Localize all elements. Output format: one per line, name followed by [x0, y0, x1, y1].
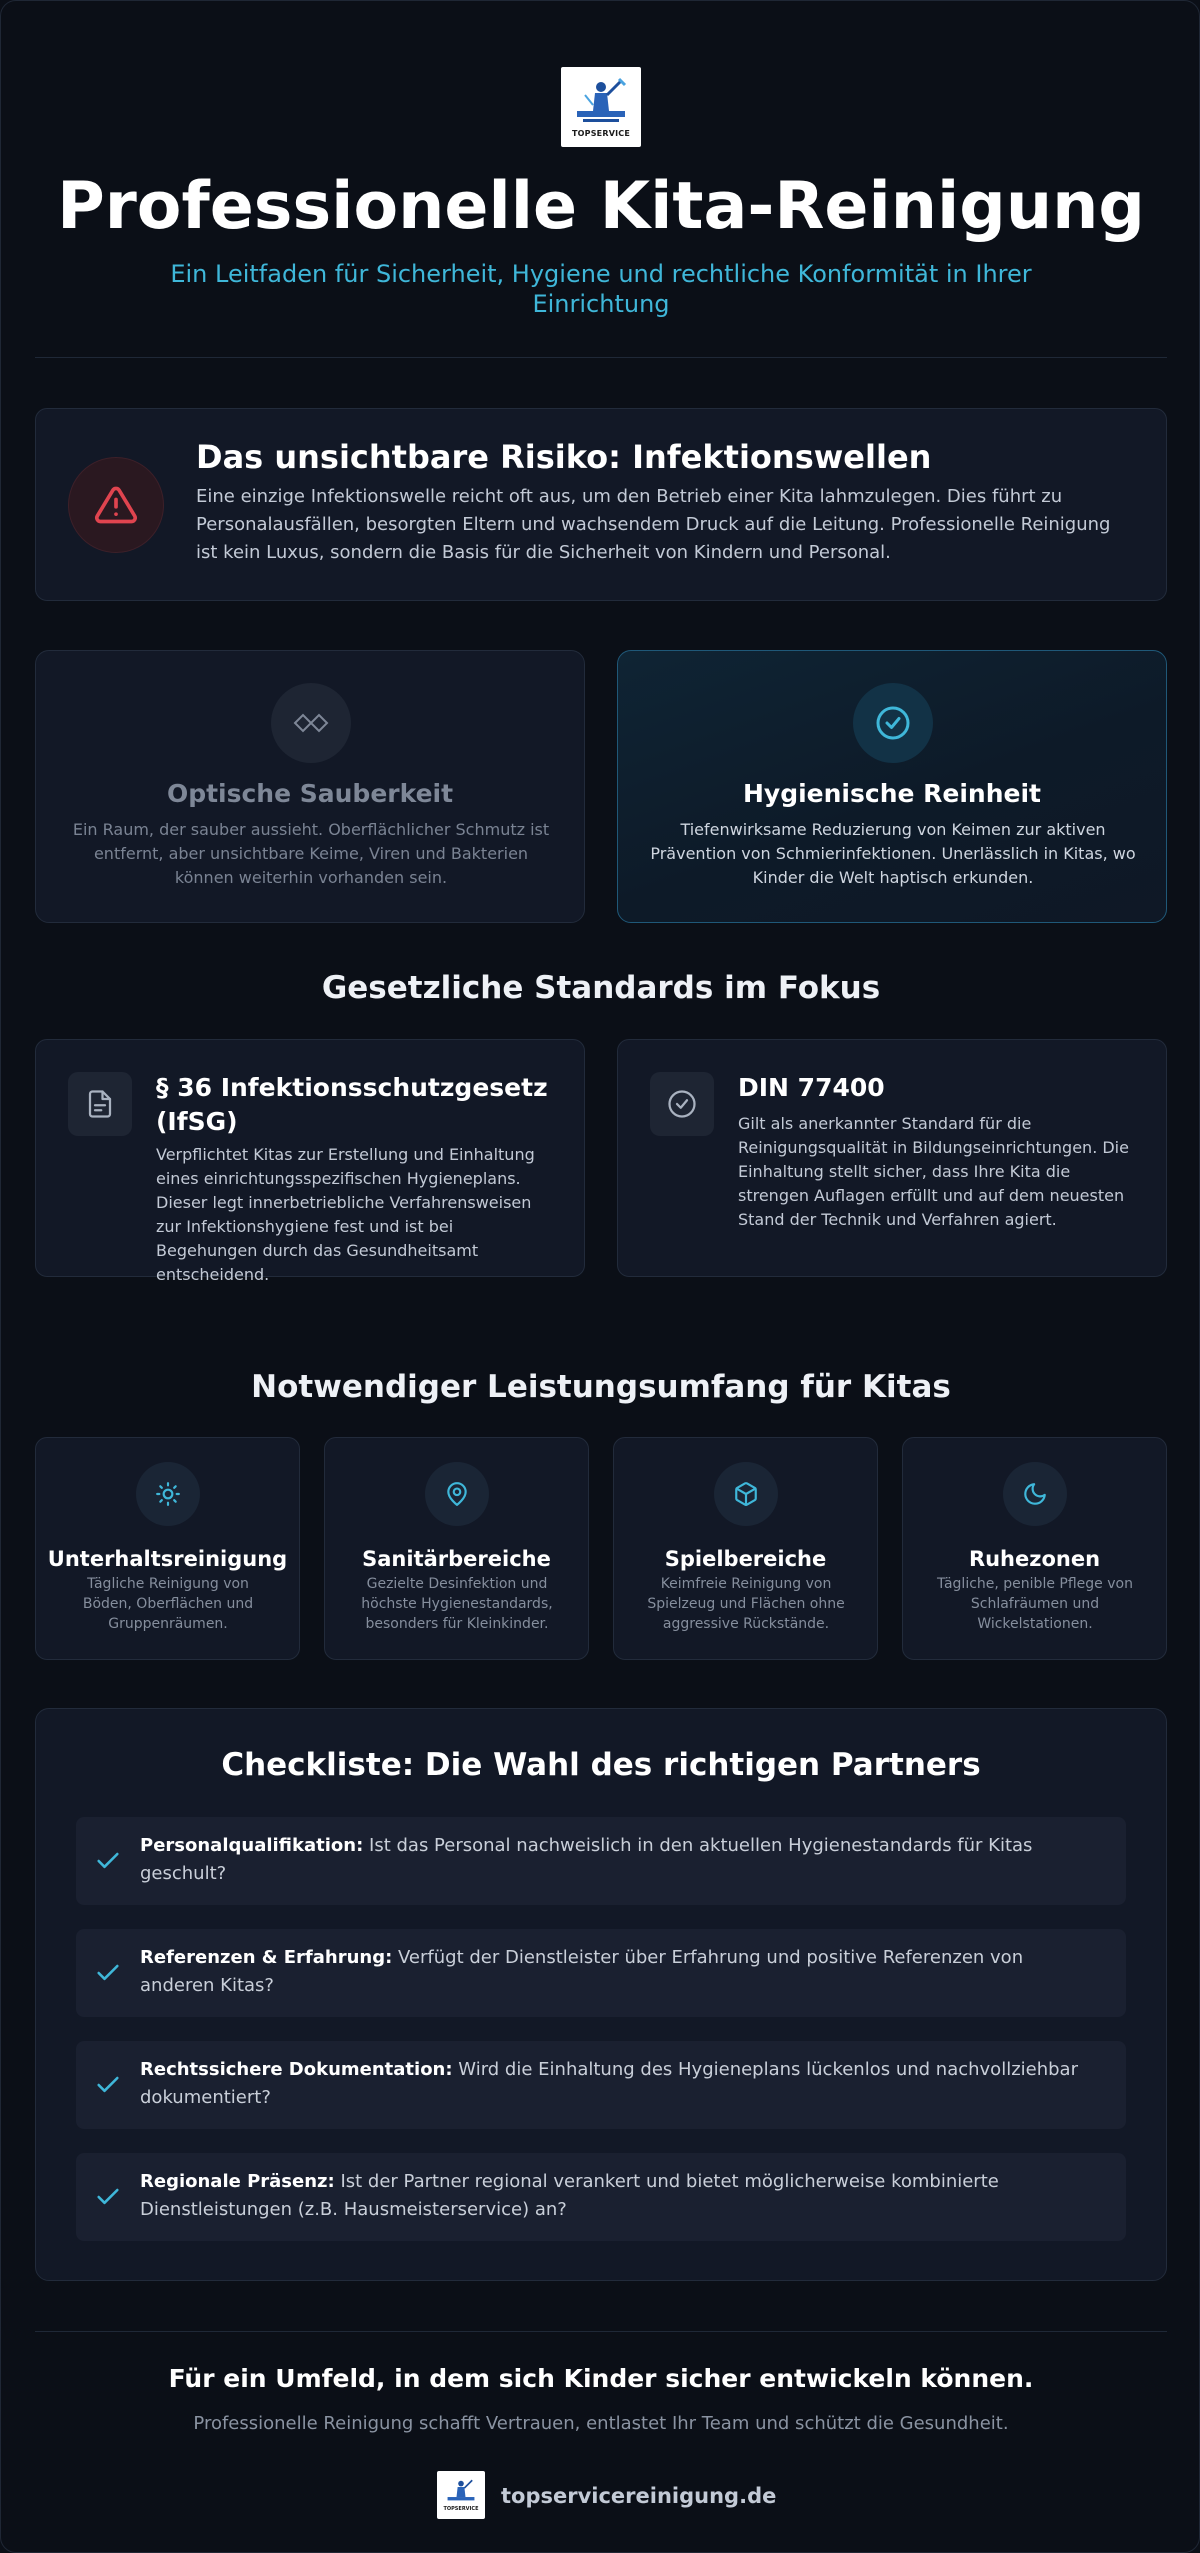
website-link[interactable]: topservicereinigung.de: [501, 2484, 777, 2508]
checklist-text: [140, 1944, 1100, 2000]
check-circle-icon: [650, 1072, 714, 1136]
location-pin-icon: [425, 1462, 489, 1526]
ifsg-text: Verpflichtet Kitas zur Erstellung und Einhaltung eines einrichtungsspezifischen Hygieneplans. Dieser legt innerbetriebliche Verfahrensweisen zur Infektionshygiene fest und ist bei Begehungen durch das Gesundheitsamt entscheidend.: [156, 1145, 535, 1284]
checklist-item: [76, 1817, 1126, 1905]
standards-heading: Gesetzliche Standards im Fokus: [321, 970, 881, 1006]
services-heading: Notwendiger Leistungsumfang für Kitas: [251, 1369, 951, 1405]
ifsg-card: [35, 1039, 585, 1284]
service-text: Keimfreie Reinigung von Spielzeug und Flächen ohne aggressive Rückstände.: [647, 1576, 845, 1632]
hygienic-text: Tiefenwirksame Reduzierung von Keimen zur aktiven Prävention von Schmierinfektionen. Unerlässlich in Kitas, wo Kinder die Welt haptisch erkunden.: [650, 820, 1136, 887]
checklist-item: [76, 2041, 1126, 2129]
page-title: Professionelle Kita-Reinigung: [57, 169, 1145, 244]
sun-icon: [136, 1462, 200, 1526]
service-card-maintenance: [35, 1437, 300, 1660]
checkmark-icon: [94, 2183, 122, 2211]
service-title: Ruhezonen: [968, 1547, 1101, 1571]
checklist-text: [140, 2168, 1100, 2224]
checkmark-icon: [94, 1959, 122, 1987]
cleaner-figure-icon: [445, 2478, 477, 2506]
footer-text: Professionelle Reinigung schafft Vertrauen, entlastet Ihr Team und schützt die Gesundheit.: [193, 2413, 1009, 2434]
service-text: Tägliche, penible Pflege von Schlafräumen und Wickelstationen.: [937, 1576, 1133, 1632]
checklist-detail: Ist der Partner regional verankert und bietet möglicherweise kombinierte Dienstleistungen (z.B. Hausmeisterservice) an?: [140, 2171, 999, 2220]
service-text: Tägliche Reinigung von Böden, Oberflächen und Gruppenräumen.: [82, 1576, 254, 1632]
logo-caption: TOPSERVICE: [571, 128, 630, 138]
checklist-detail: Ist das Personal nachweislich in den aktuellen Hygienestandards für Kitas geschult?: [140, 1835, 1033, 1884]
risk-card: [35, 408, 1167, 601]
din-title: DIN 77400: [738, 1073, 885, 1102]
din-card: [617, 1039, 1167, 1277]
service-card-sanitary: [324, 1437, 589, 1660]
checklist-item: [76, 1929, 1126, 2017]
checklist-label: Referenzen & Erfahrung:: [140, 1947, 393, 1968]
checklist-text: [140, 2056, 1100, 2112]
checkmark-icon: [94, 1847, 122, 1875]
check-circle-icon: [853, 683, 933, 763]
din-text: Gilt als anerkannter Standard für die Reinigungsqualität in Bildungseinrichtungen. Die Einhaltung stellt sicher, dass Ihre Kita die strengen Auflagen erfüllt und auf dem neuesten Stand der Technik und Verfahren agiert.: [738, 1114, 1129, 1229]
checklist-panel: [35, 1708, 1167, 2281]
checklist-detail: Wird die Einhaltung des Hygieneplans lückenlos und nachvollziehbar dokumentiert?: [140, 2059, 1078, 2108]
service-title: Sanitärbereiche: [362, 1547, 551, 1571]
footer-title: Für ein Umfeld, in dem sich Kinder sicher entwickeln können.: [168, 2364, 1034, 2393]
checklist-item: [76, 2153, 1126, 2241]
company-logo: [561, 67, 641, 147]
service-title: Spielbereiche: [664, 1547, 827, 1571]
document-icon: [68, 1072, 132, 1136]
optical-title: Optische Sauberkeit: [166, 779, 454, 808]
service-card-rest: [902, 1437, 1167, 1660]
checklist-label: Rechtssichere Dokumentation:: [140, 2059, 453, 2080]
diamond-sparkle-icon: [271, 683, 351, 763]
warning-triangle-icon: [68, 457, 164, 553]
footer-logo-caption: TOPSERVICE: [443, 2506, 479, 2512]
footer-divider: [35, 2331, 1167, 2332]
risk-text: Eine einzige Infektionswelle reicht oft aus, um den Betrieb einer Kita lahmzulegen. Dies führt zu Personalausfällen, besorgten Eltern und wachsendem Druck auf die Leitung. Professionelle Reinigung ist kein Luxus, sondern die Basis für die Sicherheit von Kindern und Personal.: [196, 486, 1111, 563]
optical-cleanliness-card: [35, 650, 585, 923]
checklist-heading: Checkliste: Die Wahl des richtigen Partners: [221, 1747, 981, 1783]
service-title: Unterhaltsreinigung: [47, 1547, 288, 1571]
hygienic-purity-card: [617, 650, 1167, 923]
moon-icon: [1003, 1462, 1067, 1526]
checklist-label: Regionale Präsenz:: [140, 2171, 335, 2192]
service-text: Gezielte Desinfektion und höchste Hygienestandards, besonders für Kleinkinder.: [361, 1576, 553, 1632]
checkmark-icon: [94, 2071, 122, 2099]
service-card-play: [613, 1437, 878, 1660]
cube-icon: [714, 1462, 778, 1526]
header-divider: [35, 357, 1167, 358]
page-subtitle: Ein Leitfaden für Sicherheit, Hygiene und rechtliche Konformität in Ihrer Einrichtung: [170, 260, 1032, 318]
checklist-text: [140, 1832, 1100, 1888]
hygienic-title: Hygienische Reinheit: [742, 779, 1041, 808]
risk-title: Das unsichtbare Risiko: Infektionswellen: [196, 438, 932, 476]
footer-logo: [437, 2471, 485, 2519]
ifsg-title: § 36 Infektionsschutzgesetz (IfSG): [156, 1073, 548, 1136]
checklist-detail: Verfügt der Dienstleister über Erfahrung und positive Referenzen von anderen Kitas?: [140, 1947, 1024, 1996]
cleaner-figure-icon: [573, 77, 629, 127]
checklist-label: Personalqualifikation:: [140, 1835, 364, 1856]
optical-text: Ein Raum, der sauber aussieht. Oberflächlicher Schmutz ist entfernt, aber unsichtbare Keime, Viren und Bakterien können weiterhin vorhanden sein.: [72, 820, 550, 887]
